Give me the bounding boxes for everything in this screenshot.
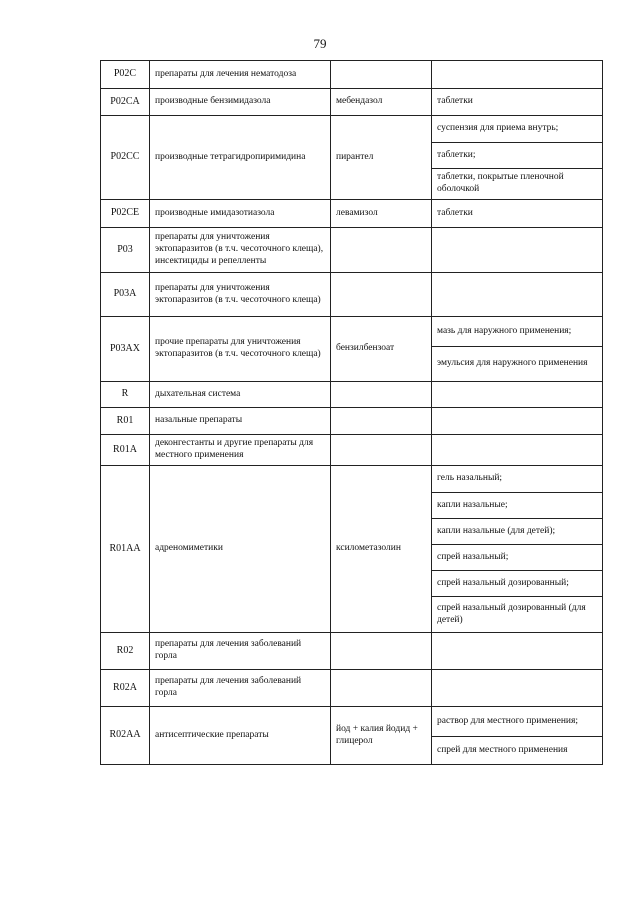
dosage-form: [432, 273, 602, 316]
table-row: [101, 317, 603, 382]
dosage-form: [432, 228, 602, 272]
atc-code-cell: R01A: [101, 435, 150, 466]
group-name-cell: деконгестанты и другие препараты для местного применения: [150, 435, 331, 466]
drug-name-cell: [331, 228, 432, 273]
dosage-form: таблетки: [437, 207, 473, 218]
dosage-forms-cell: [432, 116, 603, 200]
dosage-form: гель назальный;: [432, 466, 602, 493]
atc-code-cell: P02C: [101, 61, 150, 89]
dosage-form: [432, 382, 602, 407]
table-row: [101, 228, 603, 273]
table-row: [101, 273, 603, 317]
table-row: [101, 116, 603, 200]
atc-code-cell: P02CA: [101, 89, 150, 116]
group-name-cell: адреномиметики: [150, 466, 331, 633]
dosage-forms-cell: [432, 408, 603, 435]
group-name-cell: производные бензимидазола: [150, 89, 331, 116]
dosage-form: капли назальные;: [432, 493, 602, 519]
group-name-cell: препараты для уничтожения эктопаразитов (в т.ч. чесоточного клеща), инсектициды и репелленты: [150, 228, 331, 273]
dosage-form: [432, 633, 602, 669]
drug-name-cell: мебендазол: [331, 89, 432, 116]
dosage-forms-cell: [432, 89, 603, 116]
table-row: [101, 382, 603, 408]
dosage-form: спрей для местного применения: [437, 744, 568, 755]
table-row: [101, 670, 603, 707]
dosage-form: раствор для местного применения;: [432, 707, 602, 737]
atc-code-cell: R02A: [101, 670, 150, 707]
dosage-form: таблетки, покрытые пленочной оболочкой: [437, 172, 564, 194]
table-row: [101, 633, 603, 670]
group-name-cell: производные тетрагидропиримидина: [150, 116, 331, 200]
group-name-cell: антисептические препараты: [150, 707, 331, 765]
drug-name-cell: йод + калия йодид + глицерол: [331, 707, 432, 765]
dosage-form: спрей назальный дозированный (для детей): [437, 602, 586, 625]
dosage-forms-cell: [432, 633, 603, 670]
drug-name-cell: левамизол: [331, 200, 432, 228]
dosage-form: [432, 61, 602, 88]
dosage-forms-cell: [432, 466, 603, 633]
dosage-forms-cell: [432, 707, 603, 765]
atc-code-cell: P02CE: [101, 200, 150, 228]
dosage-form: [432, 408, 602, 434]
dosage-form: капли назальные (для детей);: [432, 519, 602, 545]
atc-code-cell: P02CC: [101, 116, 150, 200]
drug-name-cell: [331, 273, 432, 317]
dosage-form: спрей назальный дозированный;: [432, 571, 602, 597]
drug-name-cell: [331, 435, 432, 466]
group-name-cell: препараты для лечения заболеваний горла: [150, 633, 331, 670]
dosage-form: [432, 670, 602, 706]
table-row: [101, 466, 603, 633]
group-name-cell: дыхательная система: [150, 382, 331, 408]
dosage-form: суспензия для приема внутрь;: [432, 116, 602, 143]
dosage-form: таблетки: [437, 96, 473, 107]
atc-code-cell: R01: [101, 408, 150, 435]
drug-name-cell: [331, 670, 432, 707]
drug-name-cell: [331, 408, 432, 435]
dosage-forms-cell: [432, 435, 603, 466]
dosage-forms-cell: [432, 200, 603, 228]
table-row: [101, 707, 603, 765]
group-name-cell: назальные препараты: [150, 408, 331, 435]
dosage-form: таблетки;: [432, 143, 602, 169]
table-row: [101, 435, 603, 466]
group-name-cell: препараты для лечения заболеваний горла: [150, 670, 331, 707]
atc-code-cell: R02: [101, 633, 150, 670]
drug-name-cell: [331, 633, 432, 670]
group-name-cell: препараты для уничтожения эктопаразитов (в т.ч. чесоточного клеща): [150, 273, 331, 317]
atc-code-cell: P03AX: [101, 317, 150, 382]
group-name-cell: прочие препараты для уничтожения эктопаразитов (в т.ч. чесоточного клеща): [150, 317, 331, 382]
group-name-cell: препараты для лечения нематодоза: [150, 61, 331, 89]
atc-code-cell: R01AA: [101, 466, 150, 633]
dosage-form: мазь для наружного применения;: [432, 317, 602, 347]
drug-name-cell: ксилометазолин: [331, 466, 432, 633]
atc-code-cell: R02AA: [101, 707, 150, 765]
dosage-forms-cell: [432, 317, 603, 382]
table-row: [101, 61, 603, 89]
group-name-cell: производные имидазотиазола: [150, 200, 331, 228]
dosage-forms-cell: [432, 670, 603, 707]
dosage-form: спрей назальный;: [432, 545, 602, 571]
atc-code-cell: P03: [101, 228, 150, 273]
table-row: [101, 200, 603, 228]
drug-table: [100, 60, 603, 765]
drug-name-cell: [331, 382, 432, 408]
drug-name-cell: [331, 61, 432, 89]
dosage-forms-cell: [432, 273, 603, 317]
dosage-forms-cell: [432, 382, 603, 408]
table-row: [101, 89, 603, 116]
dosage-forms-cell: [432, 228, 603, 273]
dosage-forms-cell: [432, 61, 603, 89]
drug-name-cell: пирантел: [331, 116, 432, 200]
table-row: [101, 408, 603, 435]
dosage-form: [432, 435, 602, 465]
dosage-form: эмульсия для наружного применения: [437, 358, 588, 369]
drug-name-cell: бензилбензоат: [331, 317, 432, 382]
page-number: 79: [313, 36, 327, 51]
atc-code-cell: R: [101, 382, 150, 408]
atc-code-cell: P03A: [101, 273, 150, 317]
